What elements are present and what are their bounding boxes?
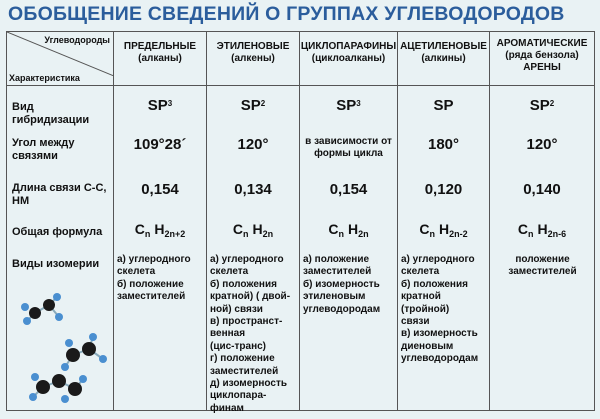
isomerism-line: скелета bbox=[117, 266, 156, 278]
isomerism-line: связи bbox=[401, 316, 430, 328]
column-alkanes bbox=[114, 86, 207, 411]
hybridization-value bbox=[300, 97, 397, 114]
formula-c: C bbox=[517, 221, 529, 237]
isomerism-line: а) углеродного bbox=[117, 254, 191, 265]
formula-h: H bbox=[252, 221, 263, 237]
hybridization-value bbox=[114, 97, 206, 114]
bond-length-value: 0,154 bbox=[329, 181, 368, 198]
formula-h-index: 2n bbox=[358, 229, 369, 239]
isomerism-line: г) положение bbox=[210, 353, 275, 365]
formula-c: C bbox=[419, 221, 430, 237]
isomerism-line: в) изомерность bbox=[401, 328, 478, 340]
hybridization-base: SP bbox=[240, 97, 261, 114]
isomerism-list bbox=[117, 254, 204, 304]
bond-length-value: 0,134 bbox=[234, 181, 272, 198]
formula-c: C bbox=[134, 221, 145, 237]
hybridization-base: SP bbox=[433, 97, 454, 114]
isomerism-list bbox=[303, 254, 395, 316]
formula-h-index: 2n bbox=[262, 229, 274, 239]
isomerism-line: а) положение bbox=[303, 254, 370, 265]
ball-and-stick-molecule-icon bbox=[13, 291, 113, 406]
isomerism-line: скелета bbox=[401, 266, 440, 278]
formula-c-index: n bbox=[528, 229, 534, 239]
general-formula bbox=[114, 223, 206, 238]
bond-angle-value: 109°28´ bbox=[133, 136, 187, 153]
isomerism-line: (цис-транс) bbox=[210, 340, 267, 352]
isomerism-line: кратной) ( двой- bbox=[210, 291, 291, 303]
isomerism-line: заместителей bbox=[508, 266, 577, 278]
isomerism-line: заместителей bbox=[117, 291, 186, 303]
row-label-angle: Угол между связями bbox=[12, 137, 75, 162]
isomerism-line: б) положения bbox=[401, 278, 468, 290]
hybridization-value bbox=[398, 97, 489, 114]
formula-c: C bbox=[328, 221, 339, 237]
isomerism-list bbox=[401, 254, 487, 366]
corner-top-label: Углеводороды bbox=[44, 35, 110, 45]
isomerism-line: д) изомерность bbox=[210, 378, 287, 390]
column-cycloalkanes bbox=[300, 86, 398, 411]
column-alkynes bbox=[398, 86, 490, 411]
bond-angle-value: в зависимости от формы цикла bbox=[305, 136, 392, 159]
bond-length-value: 0,154 bbox=[141, 181, 179, 198]
column-header-arenes: АРОМАТИЧЕСКИЕ (ряда бензола) АРЕНЫ bbox=[490, 32, 595, 86]
formula-h-index: 2n-2 bbox=[449, 229, 468, 239]
isomerism-line: ной) связи bbox=[210, 303, 263, 315]
page-title: ОБОБЩЕНИЕ СВЕДЕНИЙ О ГРУППАХ УГЛЕВОДОРОДОВ bbox=[8, 3, 565, 25]
isomerism-line: финам bbox=[210, 402, 244, 414]
formula-h-index: 2n+2 bbox=[164, 229, 186, 239]
corner-header bbox=[7, 32, 114, 86]
isomerism-list bbox=[493, 254, 592, 279]
isomerism-line: заместителей bbox=[210, 365, 279, 377]
hydrocarbon-table bbox=[6, 31, 595, 414]
hybridization-value bbox=[207, 97, 299, 114]
hybridization-value bbox=[490, 97, 594, 114]
column-header-alkanes: ПРЕДЕЛЬНЫЕ (алканы) bbox=[114, 32, 207, 86]
column-header-cycloalkanes: ЦИКЛОПАРАФИНЫ (циклоалканы) bbox=[300, 32, 398, 86]
isomerism-line: в) пространст- bbox=[210, 316, 283, 328]
general-formula bbox=[490, 223, 594, 238]
column-header-alkynes: АЦЕТИЛЕНОВЫЕ (алкины) bbox=[398, 32, 490, 86]
isomerism-line: б) положение bbox=[117, 278, 184, 290]
row-label-formula: Общая формула bbox=[12, 226, 103, 238]
isomerism-line: скелета bbox=[210, 266, 249, 278]
formula-h-index: 2n-6 bbox=[547, 229, 567, 239]
row-label-hybridization: Вид гибридизации bbox=[12, 101, 90, 126]
isomerism-line: венная bbox=[210, 328, 246, 340]
general-formula bbox=[300, 223, 397, 238]
column-alkenes bbox=[207, 86, 300, 414]
isomerism-line: (тройной) bbox=[401, 303, 450, 315]
bond-angle-value: 180° bbox=[427, 136, 460, 153]
formula-c: C bbox=[232, 221, 244, 237]
row-label-bond-length: Длина связи С-С, НМ bbox=[12, 182, 107, 207]
general-formula bbox=[398, 223, 489, 238]
isomerism-line: кратной bbox=[401, 291, 441, 303]
bond-length-value: 0,120 bbox=[424, 181, 463, 198]
hybridization-sup: 2 bbox=[549, 99, 555, 108]
bond-length-value: 0,140 bbox=[523, 181, 561, 198]
isomerism-line: диеновым bbox=[401, 340, 454, 352]
formula-h: H bbox=[537, 221, 548, 237]
isomerism-line: положение bbox=[515, 254, 570, 265]
isomerism-line: а) углеродного bbox=[401, 254, 475, 265]
formula-h: H bbox=[154, 221, 165, 237]
column-arenes bbox=[490, 86, 595, 411]
hybridization-base: SP bbox=[529, 97, 550, 114]
formula-h: H bbox=[438, 221, 450, 237]
row-label-isomerism: Виды изомерии bbox=[12, 258, 100, 270]
label-column bbox=[7, 86, 114, 411]
formula-c-index: n bbox=[338, 229, 345, 239]
isomerism-line: б) положения bbox=[210, 278, 277, 290]
formula-c-index: n bbox=[144, 229, 151, 239]
column-header-alkenes: ЭТИЛЕНОВЫЕ (алкены) bbox=[207, 32, 300, 86]
isomerism-line: этиленовым bbox=[303, 291, 366, 303]
hybridization-sup: 3 bbox=[167, 99, 173, 108]
isomerism-line: б) изомерность bbox=[303, 278, 380, 290]
general-formula bbox=[207, 223, 299, 238]
bond-angle-value: 120° bbox=[526, 136, 558, 153]
hybridization-sup: 2 bbox=[260, 99, 266, 108]
isomerism-line: углеводородам bbox=[401, 353, 479, 365]
hybridization-sup: 3 bbox=[356, 99, 361, 108]
isomerism-line: углеводородам bbox=[303, 303, 381, 315]
isomerism-line: циклопара- bbox=[210, 390, 267, 402]
isomerism-list bbox=[210, 254, 297, 415]
isomerism-line: а) углеродного bbox=[210, 254, 284, 265]
hybridization-base: SP bbox=[147, 97, 168, 114]
bond-angle-value: 120° bbox=[237, 136, 269, 153]
formula-c-index: n bbox=[429, 229, 436, 239]
formula-c-index: n bbox=[243, 229, 249, 239]
corner-bottom-label: Характеристика bbox=[9, 73, 80, 83]
isomerism-line: заместителей bbox=[303, 266, 372, 278]
formula-h: H bbox=[347, 221, 359, 237]
hybridization-base: SP bbox=[336, 97, 357, 114]
